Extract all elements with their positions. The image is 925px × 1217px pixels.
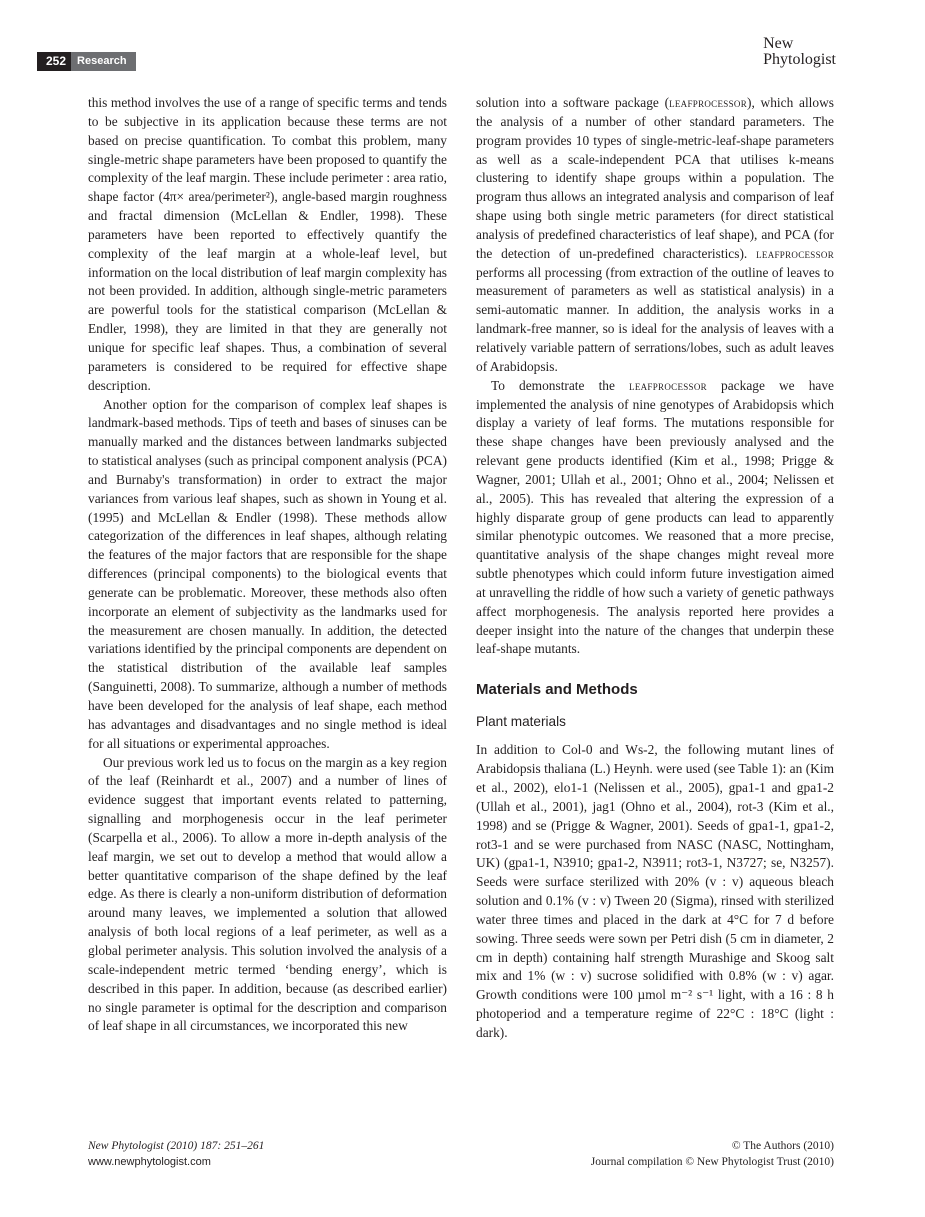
software-name: leafprocessor [756, 245, 835, 261]
citation: New Phytologist (2010) 187: 251–261 [88, 1140, 265, 1152]
paragraph: this method involves the use of a range of specific terms and tends to be subjective in its application because these terms are not based on precise quantification. To combat this problem, many single-metric shape parameters have been proposed to quantify the complexity of the leaf margin. These include perimeter : area ratio, shape factor (4π× area/perimeter²), angle-based margin roughness and fractal dimension (McLellan & Endler, 1998). These parameters have been reported to effectively quantify the complexity of the leaf margin at a whole-leaf level, but information on the local distribution of leaf margin complexity has not been provided. In addition, although single-metric parameters are powerful tools for the statistical comparison (McLellan & Endler, 1998), they are limited in that they are generally not unique for specific leaf shapes. Thus, a combination of several parameters is considered to be required for effective shape description. [88, 95, 447, 393]
copyright-journal: Journal compilation © New Phytologist Trust (2010) [590, 1156, 834, 1168]
paragraph [476, 377, 834, 660]
right-column [476, 94, 834, 1043]
left-column [88, 94, 447, 1036]
paragraph: In addition to Col-0 and Ws-2, the following mutant lines of Arabidopsis thaliana (L.) Heynh. were used (see Table 1): an (Kim et al., 2002), elo1-1 (Nelissen et al., 2005), gpa1-1 and gpa1-2 (Ullah et al., 2001), jag1 (Ohno et al., 2004), rot-3 (Kim et al., 1998) and se (Prigge & Wagner, 2001). Seeds of gpa1-1, gpa1-2, rot3-1 and se were purchased from NASC (NASC, Nottingham, UK) (gpa1-1, N3910; gpa1-2, N3911; rot3-1, N3727; se, N3257). Seeds were surface sterilized with 20% (v : v) aqueous bleach solution and 0.1% (v : v) Tween 20 (Sigma), rinsed with sterilized water three times and placed in the dark at 4°C for 7 d before sowing. Three seeds were sown per Petri dish (5 cm in diameter, 2 cm in depth) containing half strength Murashige and Skoog salt mix and 1% (w : v) sucrose solidified with 0.8% (w : v) agar. Growth conditions were 100 µmol m⁻² s⁻¹ light, with a 16 : 8 h photoperiod and a temperature regime of 22°C : 18°C (light : dark). [476, 742, 834, 1040]
section-heading: Materials and Methods [476, 681, 638, 699]
text-run: To demonstrate the [491, 377, 615, 393]
section-tag: Research [71, 52, 136, 71]
paragraph: Another option for the comparison of complex leaf shapes is landmark-based methods. Tips of teeth and bases of sinuses can be manually marked and the distances between landmarks subjected to statistical analyses (such as principal component analysis (PCA) and Burnaby's transformation) in order to extract the major variances from various leaf shapes, such as shown in Young et al. (1995) and McLellan & Endler (1998). These methods allow categorization of the differences in leaf shapes, although relating the features of the major factors that are responsible for the shape differences (principal components) to the biological events that generate can be problematic. Moreover, these methods also often incorporate an element of subjectivity as the landmarks used for the measurement are chosen manually. In addition, the detected variations identified by the principal components are dependent on the statistical distribution of the available leaf samples (Sanguinetti, 2008). To summarize, although a number of methods have been developed for the analysis of leaf shape, each method has advantages and disadvantages and no single method is ideal for all situations or experimental approaches. [88, 396, 447, 751]
footer-citation [88, 1138, 264, 1170]
text-run: package we have implemented the analysis of nine genotypes of Arabidopsis which display a variety of leaf forms. The mutations responsible for these shape changes have been previously analysed and the relevant gene products identified (Kim et al., 1998; Prigge & Wagner, 2001; Ullah et al., 2001; Ohno et al., 2004; Nelissen et al., 2005). This has revealed that altering the expression of a highly disparate group of gene products can lead to apparently similar phenotypic outcomes. We reasoned that a more precise, quantitative analysis of the shape changes might reveal more subtle phenotypes which could inform future investigation aimed at unravelling the riddle of how such a variety of genetic pathways affect morphogenesis. The analysis reported here provides a deeper insight into the nature of the changes that underpin these leaf-shape mutants. [476, 377, 834, 657]
software-name: leafprocessor [669, 95, 747, 110]
journal-name-line2: Phytologist [763, 51, 836, 68]
footer-copyright [591, 1138, 834, 1170]
copyright-authors: © The Authors (2010) [731, 1140, 834, 1152]
software-name: leafprocessor [629, 377, 707, 393]
paragraph: Our previous work led us to focus on the margin as a key region of the leaf (Reinhardt et al., 2007) and a number of lines of evidence suggest that important events related to patterning, signalling and morphogenesis occur in the leaf perimeter (Scarpella et al., 2006). To allow a more in-depth analysis of the leaf margin, we set out to develop a method that would allow a better quantitative comparison of the shape defined by the leaf edge. As there is clearly a non-uniform distribution of deformation around many leaves, we implemented a solution that allowed analysis of both local regions of a leaf perimeter, as well as a global perimeter analysis. This solution involved the analysis of a scale-independent metric termed ‘bending energy’, which is described in this paper. In addition, because (as described earlier) no single parameter is optimal for the description and comparison of leaf shape in all circumstances, we incorporated this new [88, 754, 447, 1034]
journal-url[interactable]: www.newphytologist.com [88, 1156, 211, 1168]
text-run: solution into a software package ( [476, 95, 670, 110]
paragraph [476, 94, 834, 377]
text-run: performs all processing (from extraction of the outline of leaves to measurement of parameters as well as statistical analysis) in a semi-automatic manner. In addition, the analysis works in a landmark-free manner, so is ideal for the analysis of leaves with a relatively variable pattern of serrations/lobes, such as adult leaves of Arabidopsis. [476, 264, 834, 374]
journal-name-line1: New [763, 35, 794, 52]
subsection-heading: Plant materials [476, 714, 566, 730]
text-run: ), which allows the analysis of a number of other standard parameters. The program provides 10 types of single-metric-leaf-shape parameters as well as a scale-independent PCA that utilises k-means clustering to identify shape groups within a population. The program thus allows an integrated analysis and comparison of leaf shape using both single metric parameters (for direct statistical analysis of predefined characteristics of leaf shape), and PCA (for the detection of un-predefined characteristics). [476, 95, 834, 261]
page-header-badge [37, 52, 136, 71]
journal-logo [763, 36, 836, 68]
page-number: 252 [37, 52, 71, 71]
